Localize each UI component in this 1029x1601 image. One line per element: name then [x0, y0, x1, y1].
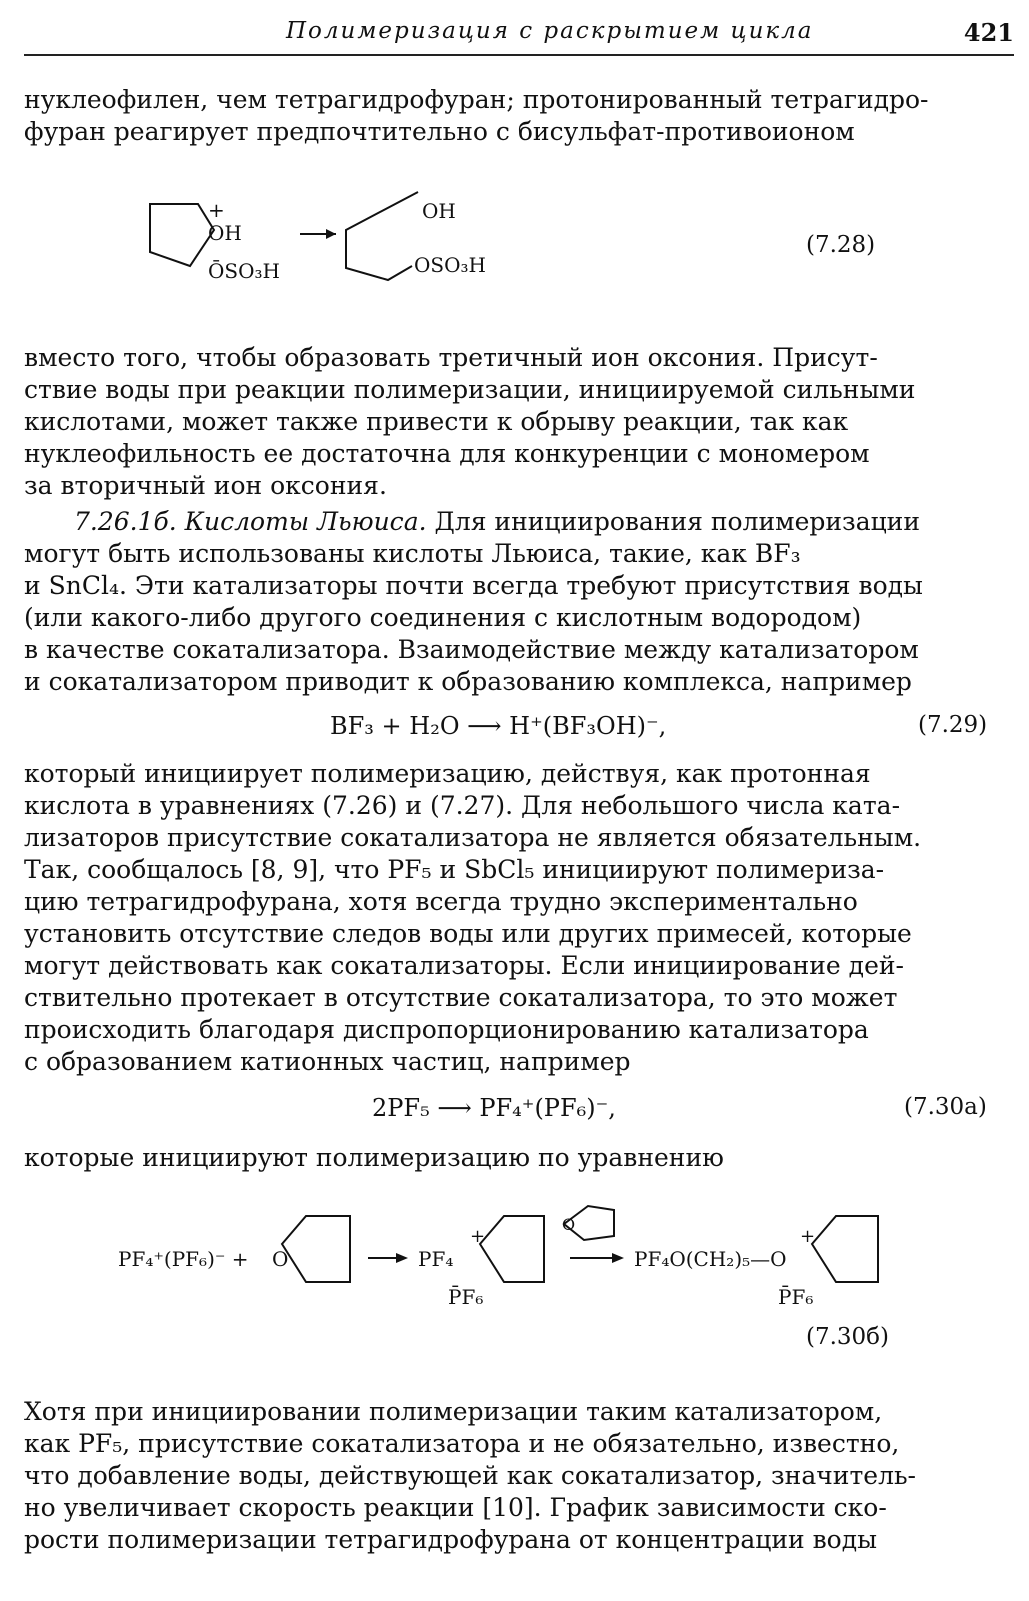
arrow-head	[326, 229, 336, 239]
pf6-counterion-2: P̄F₆	[778, 1285, 814, 1309]
text-fragment: Для инициирования полимеризации	[434, 507, 920, 536]
paragraph-3	[24, 506, 1014, 698]
arrow-head-1	[396, 1253, 408, 1263]
text-line: (или какого-либо другого соединения с кислотным водородом)	[24, 603, 862, 632]
pf4-label: PF₄	[418, 1247, 454, 1271]
text-line: что добавление воды, действующей как сокатализатор, значитель-	[24, 1461, 917, 1490]
section-heading: 7.26.1б. Кислоты Льюиса.	[74, 507, 427, 536]
text-line: установить отсутствие следов воды или других примесей, которые	[24, 919, 912, 948]
text-line: как PF₅, присутствие сокатализатора и не обязательно, известно,	[24, 1429, 900, 1458]
text-line: нуклеофильность ее достаточна для конкуренции с мономером	[24, 439, 870, 468]
text-line: нуклеофилен, чем тетрагидрофуран; протонированный тетрагидро-	[24, 85, 929, 114]
equation-7-28-structure	[130, 182, 530, 292]
text-line: которые инициируют полимеризацию по уравнению	[24, 1143, 724, 1172]
text-line: ствительно протекает в отсутствие сокатализатора, то это может	[24, 983, 898, 1012]
text-line: Так, сообщалось [8, 9], что PF₅ и SbCl₅ инициируют полимериза-	[24, 855, 885, 884]
plus-charge: +	[208, 198, 225, 222]
equation-number-7-30a: (7.30a)	[904, 1094, 987, 1120]
text-line: в качестве сокатализатора. Взаимодействие между катализатором	[24, 635, 919, 664]
text-line: рости полимеризации тетрагидрофурана от концентрации воды	[24, 1525, 878, 1554]
running-title: Полимеризация с раскрытием цикла	[286, 18, 814, 44]
equation-number-7-29: (7.29)	[918, 712, 988, 738]
thf-ring-protonated	[150, 204, 214, 266]
paragraph-6	[24, 1396, 1014, 1556]
equation-number-7-28: (7.28)	[806, 232, 876, 258]
equation-number-7-30b: (7.30б)	[806, 1324, 890, 1350]
paragraph-5	[24, 1142, 1014, 1174]
ring-oxygen-1: O	[272, 1247, 289, 1271]
running-header	[24, 16, 1014, 56]
text-line: ствие воды при реакции полимеризации, инициируемой сильными	[24, 375, 916, 404]
oxonium-ring-1	[480, 1216, 544, 1282]
arrow-head-2	[612, 1253, 624, 1263]
text-line	[24, 506, 1014, 538]
ring-oxygen-small: O	[562, 1215, 576, 1234]
text-line: который инициирует полимеризацию, действуя, как протонная	[24, 759, 871, 788]
pf6-counterion-1: P̄F₆	[448, 1285, 484, 1309]
thf-ring-1	[282, 1216, 350, 1282]
text-line: и сокатализатором приводит к образованию комплекса, например	[24, 667, 912, 696]
text-line: происходить благодаря диспропорционированию катализатора	[24, 1015, 869, 1044]
text-line: и SnCl₄. Эти катализаторы почти всегда требуют присутствия воды	[24, 571, 923, 600]
text-line: кислотами, может также привести к обрыву реакции, так как	[24, 407, 849, 436]
text-line: фуран реагирует предпочтительно с бисульфат-противоионом	[24, 117, 855, 146]
oso3h-counterion: ŌSO₃H	[208, 259, 280, 283]
plus-charge-1: +	[470, 1226, 486, 1247]
page-number: 421	[963, 18, 1014, 47]
reagent-label: PF₄⁺(PF₆)⁻ +	[118, 1247, 249, 1271]
text-line: кислота в уравнениях (7.26) и (7.27). Для небольшого числа ката-	[24, 791, 901, 820]
oh-label-chain: OH	[422, 199, 456, 223]
text-line: за вторичный ион оксония.	[24, 471, 387, 500]
text-line: лизаторов присутствие сокатализатора не является обязательным.	[24, 823, 922, 852]
text-line: цию тетрагидрофурана, хотя всегда трудно экспериментально	[24, 887, 858, 916]
oso3h-label-chain: OSO₃H	[414, 253, 486, 277]
paragraph-1	[24, 84, 1014, 148]
oh-label-ring: OH	[208, 221, 242, 245]
oxonium-ring-2	[812, 1216, 878, 1282]
plus-charge-2: +	[800, 1226, 816, 1247]
paragraph-2	[24, 342, 1014, 502]
paragraph-4	[24, 758, 1014, 1078]
text-line: с образованием катионных частиц, например	[24, 1047, 631, 1076]
text-line: Хотя при инициировании полимеризации таким катализатором,	[24, 1397, 883, 1426]
text-line: могут быть использованы кислоты Льюиса, такие, как BF₃	[24, 539, 801, 568]
open-chain	[346, 192, 418, 280]
text-line: могут действовать как сокатализаторы. Если инициирование дей-	[24, 951, 904, 980]
equation-7-29: BF₃ + H₂O ⟶ H⁺(BF₃OH)⁻,	[330, 712, 667, 740]
text-line: но увеличивает скорость реакции [10]. График зависимости ско-	[24, 1493, 887, 1522]
equation-7-30a: 2PF₅ ⟶ PF₄⁺(PF₆)⁻,	[372, 1094, 616, 1122]
product-chain-label: PF₄O(CH₂)₅—O	[634, 1247, 787, 1271]
text-line: вместо того, чтобы образовать третичный ион оксония. Присут-	[24, 343, 878, 372]
equation-7-30b-structure	[100, 1198, 900, 1328]
